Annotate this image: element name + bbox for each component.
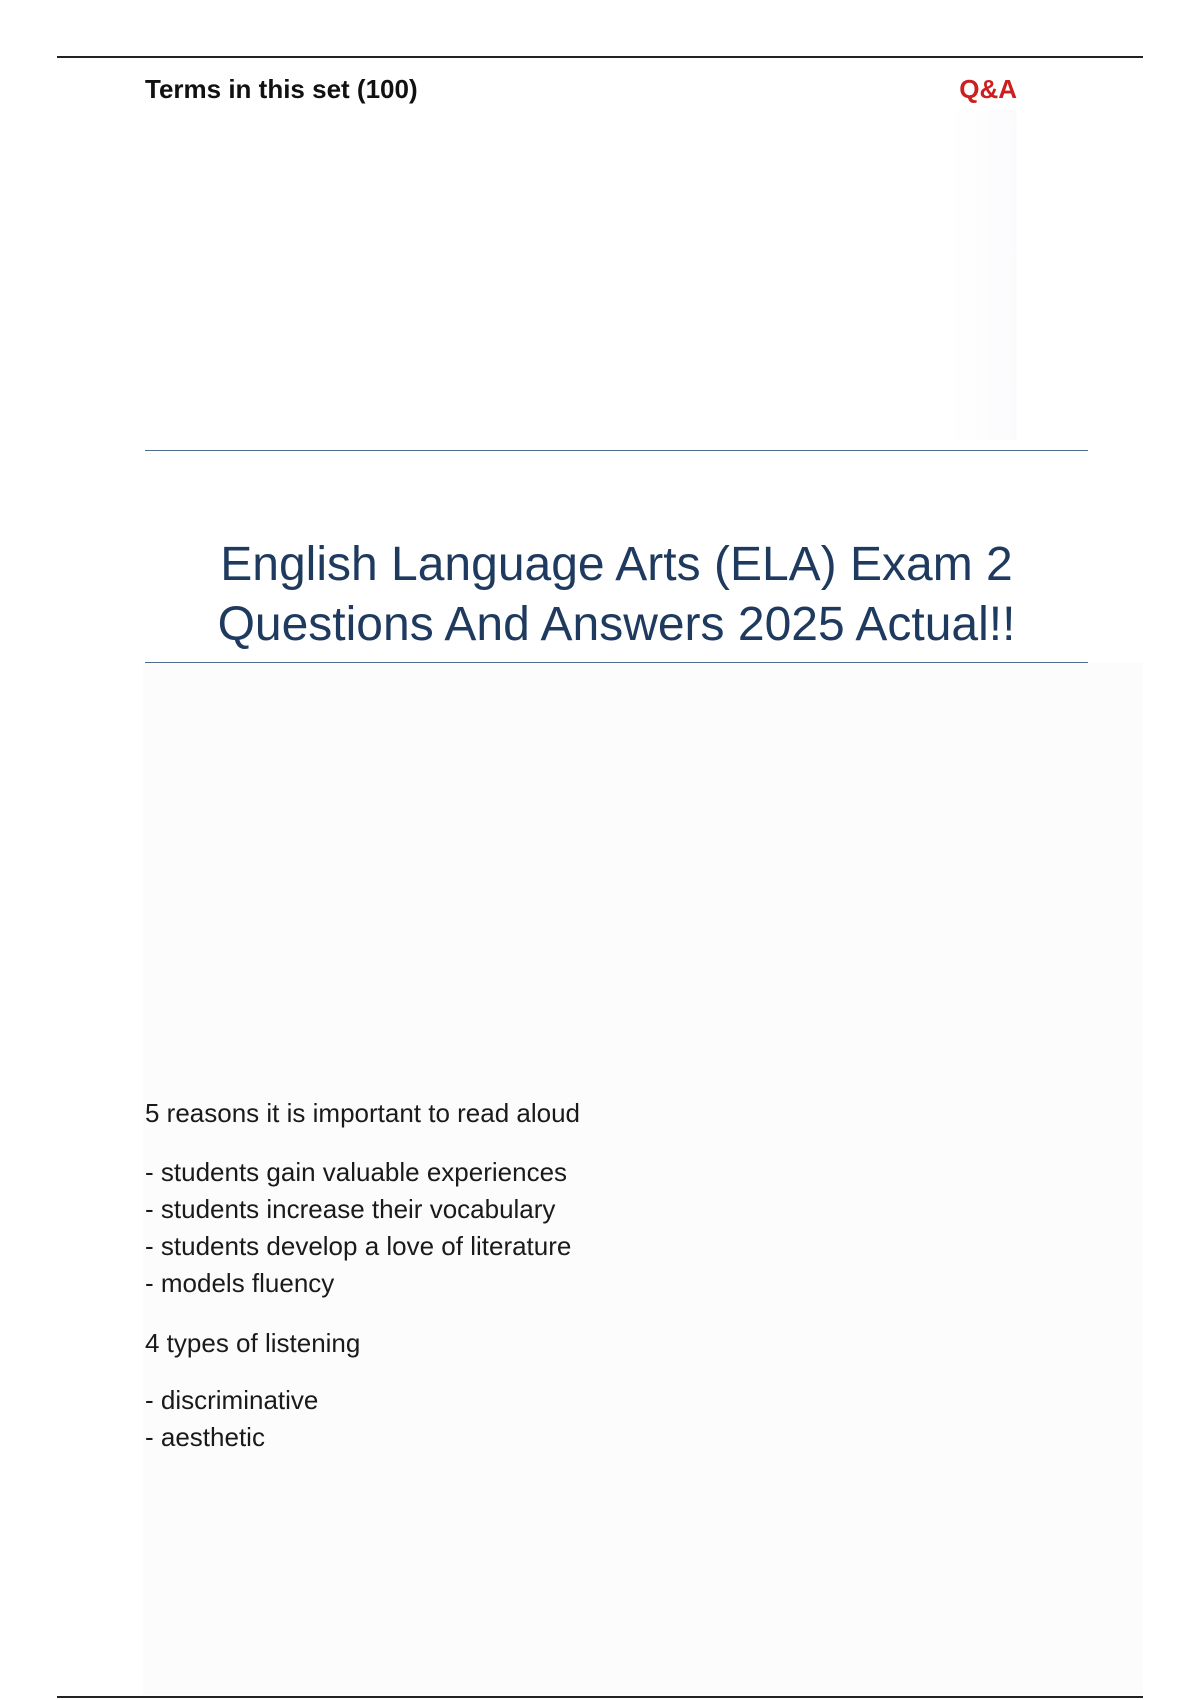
title-block — [145, 450, 1088, 663]
flashcard — [145, 1325, 1045, 1456]
definition-line: - students develop a love of literature — [145, 1231, 572, 1261]
card-term: 4 types of listening — [145, 1328, 361, 1358]
set-header — [145, 74, 1017, 108]
definition-line: - students gain valuable experiences — [145, 1157, 568, 1187]
card-definition — [145, 1154, 1045, 1302]
flashcard — [145, 1095, 1045, 1302]
card-term: 5 reasons it is important to read aloud — [145, 1098, 581, 1128]
blank-panel — [145, 110, 1017, 440]
bottom-page-rule — [57, 1696, 1143, 1698]
title-line-2: Questions And Answers 2025 Actual!! — [217, 598, 1016, 651]
qa-badge: Q&A — [959, 74, 1017, 104]
title-line-1: English Language Arts (ELA) Exam 2 — [220, 538, 1013, 591]
definition-line: - students increase their vocabulary — [145, 1194, 556, 1224]
definition-line: - models fluency — [145, 1268, 335, 1298]
definition-line: - aesthetic — [145, 1422, 265, 1452]
card-definition — [145, 1382, 1045, 1456]
terms-count-label: Terms in this set (100) — [145, 74, 418, 104]
document-title — [145, 535, 1088, 655]
top-page-rule — [57, 56, 1143, 58]
definition-line: - discriminative — [145, 1385, 319, 1415]
